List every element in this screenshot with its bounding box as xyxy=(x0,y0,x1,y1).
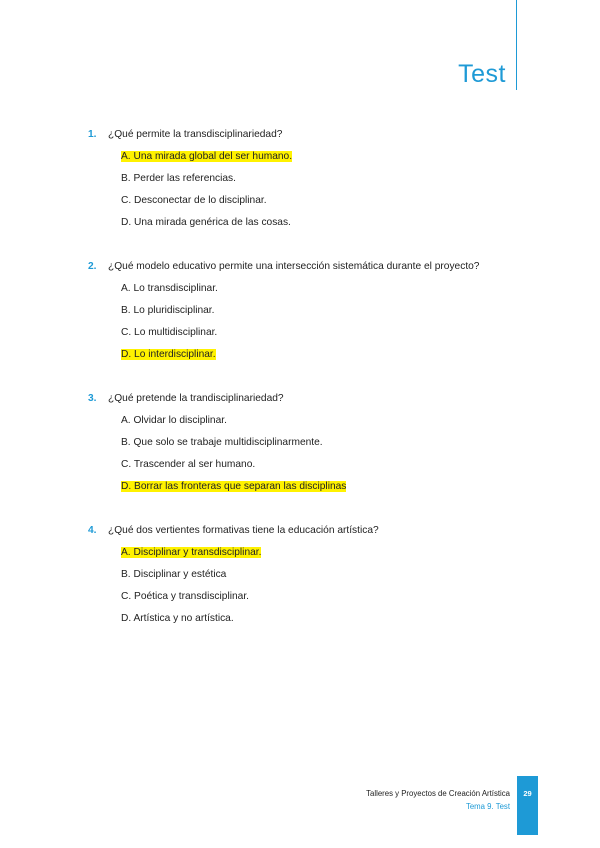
question-text: ¿Qué dos vertientes formativas tiene la educación artística? xyxy=(108,525,379,536)
answer-option xyxy=(88,212,508,234)
answer-text: Lo interdisciplinar. xyxy=(134,349,216,360)
answer-letter: C. xyxy=(121,327,132,338)
answer-option xyxy=(88,322,508,344)
footer-course: Talleres y Proyectos de Creación Artística xyxy=(366,789,510,798)
answer-option-content xyxy=(121,173,236,184)
correct-answer-highlight xyxy=(121,481,346,492)
answer-option xyxy=(88,608,508,630)
answer-option-content xyxy=(121,459,255,470)
question-number: 1. xyxy=(88,129,97,140)
answer-text: Perder las referencias. xyxy=(133,173,236,184)
page-number-tab xyxy=(517,776,538,835)
answer-letter: B. xyxy=(121,437,131,448)
answer-text: Que solo se trabaje multidisciplinarmente. xyxy=(133,437,323,448)
answer-option xyxy=(88,168,508,190)
answer-option xyxy=(88,454,508,476)
answer-text: Una mirada global del ser humano. xyxy=(133,151,293,162)
answer-letter: B. xyxy=(121,569,131,580)
answer-option xyxy=(88,300,508,322)
correct-answer-highlight xyxy=(121,547,261,558)
answer-option-content xyxy=(121,437,323,448)
answer-letter: D. xyxy=(121,217,132,228)
question-item xyxy=(88,256,508,366)
correct-answer-highlight xyxy=(121,151,292,162)
answer-letter: B. xyxy=(121,305,131,316)
answer-letter: C. xyxy=(121,459,132,470)
answer-option-content xyxy=(121,613,234,624)
answer-option-content xyxy=(121,569,226,580)
answer-option xyxy=(88,564,508,586)
answer-text: Disciplinar y estética xyxy=(133,569,227,580)
page-title: Test xyxy=(458,60,506,88)
question-prompt xyxy=(88,388,508,410)
answer-letter: C. xyxy=(121,195,132,206)
question-text: ¿Qué modelo educativo permite una intersección sistemática durante el proyecto? xyxy=(108,261,480,272)
answer-letter: A. xyxy=(121,151,131,162)
answer-letter: A. xyxy=(121,547,131,558)
answer-letter: A. xyxy=(121,283,131,294)
answer-text: Trascender al ser humano. xyxy=(133,459,256,470)
answer-option xyxy=(88,410,508,432)
answer-text: Olvidar lo disciplinar. xyxy=(133,415,227,426)
answer-option-content xyxy=(121,195,267,206)
question-item xyxy=(88,124,508,234)
answer-letter: B. xyxy=(121,173,131,184)
answer-letter: A. xyxy=(121,415,131,426)
answer-option-content xyxy=(121,283,218,294)
question-prompt xyxy=(88,520,508,542)
answer-text: Una mirada genérica de las cosas. xyxy=(134,217,291,228)
answer-text: Borrar las fronteras que separan las disciplinas xyxy=(134,481,347,492)
footer-topic: Tema 9. Test xyxy=(465,802,510,811)
footer xyxy=(366,787,510,813)
answer-option xyxy=(88,344,508,366)
question-number: 4. xyxy=(88,525,97,536)
answer-option-content xyxy=(121,591,249,602)
question-list xyxy=(88,124,508,652)
answer-text: Lo multidisciplinar. xyxy=(134,327,218,338)
answer-text: Artística y no artística. xyxy=(133,613,234,624)
question-text: ¿Qué pretende la trandisciplinariedad? xyxy=(108,393,284,404)
answer-option-content xyxy=(121,217,291,228)
answer-option-content xyxy=(121,327,217,338)
answer-option xyxy=(88,190,508,212)
question-text: ¿Qué permite la transdisciplinariedad? xyxy=(108,129,283,140)
answer-text: Poética y transdisciplinar. xyxy=(134,591,249,602)
answer-text: Lo transdisciplinar. xyxy=(133,283,218,294)
question-item xyxy=(88,520,508,630)
question-item xyxy=(88,388,508,498)
header-divider-line xyxy=(516,0,517,90)
page-number: 29 xyxy=(523,789,532,798)
answer-text: Desconectar de lo disciplinar. xyxy=(134,195,267,206)
answer-letter: C. xyxy=(121,591,132,602)
correct-answer-highlight xyxy=(121,349,216,360)
answer-option-content xyxy=(121,415,227,426)
question-number: 3. xyxy=(88,393,97,404)
answer-letter: D. xyxy=(121,481,132,492)
answer-option-content xyxy=(121,305,214,316)
answer-option xyxy=(88,432,508,454)
answer-option xyxy=(88,542,508,564)
question-number: 2. xyxy=(88,261,97,272)
answer-letter: D. xyxy=(121,349,132,360)
answer-text: Disciplinar y transdisciplinar. xyxy=(133,547,262,558)
answer-option xyxy=(88,146,508,168)
question-prompt xyxy=(88,256,508,278)
question-prompt xyxy=(88,124,508,146)
answer-option xyxy=(88,278,508,300)
answer-option xyxy=(88,476,508,498)
answer-text: Lo pluridisciplinar. xyxy=(133,305,215,316)
answer-letter: D. xyxy=(121,613,132,624)
answer-option xyxy=(88,586,508,608)
